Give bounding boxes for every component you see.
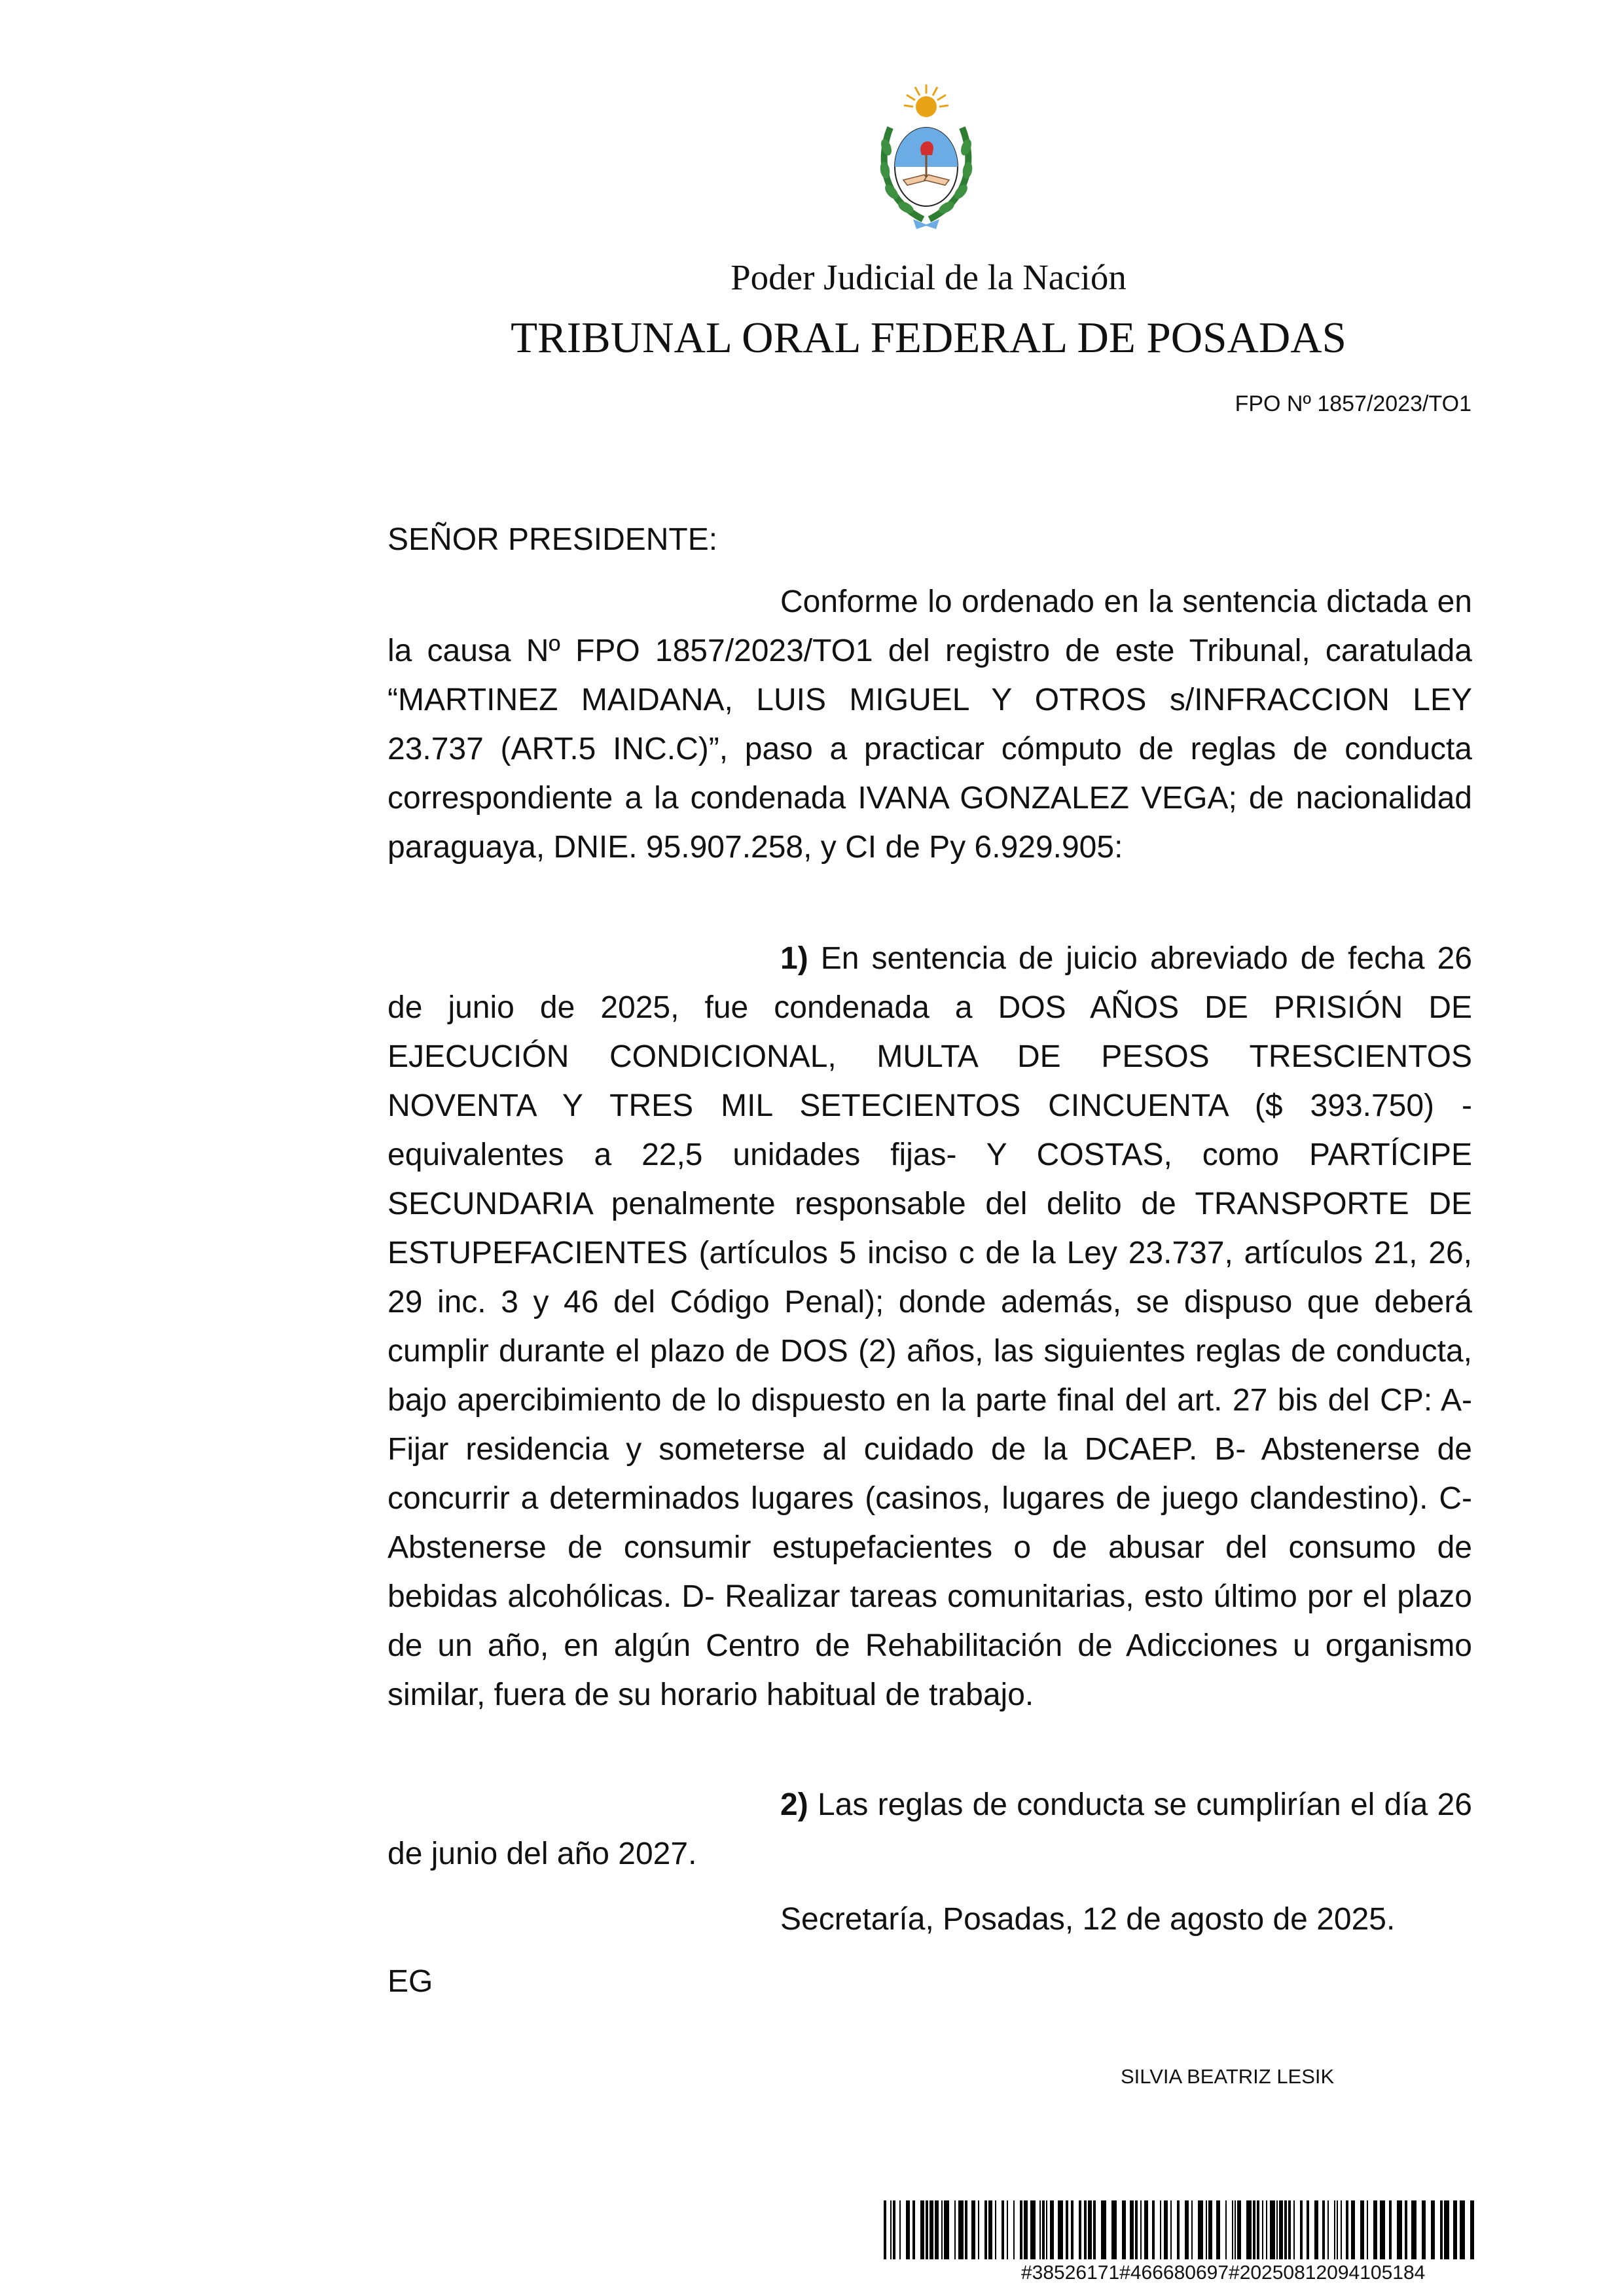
point-1-text: En sentencia de juicio abreviado de fecha 26 de junio de 2025, fue condenada a DOS AÑOS DE PRISIÓN DE EJECUCIÓN CONDICIONAL, MULTA DE PESOS TRESCIENTOS NOVENTA Y TRES MIL SETECIENTOS CINCUENTA ($ 393.750) -equivalentes a 22,5 unidades fijas- Y COSTAS, como PARTÍCIPE SECUNDARIA penalmente responsable del delito de TRANSPORTE DE ESTUPEFACIENTES (artículos 5 inciso c de la Ley 23.737, artículos 21, 26, 29 inc. 3 y 46 del Código Penal); donde además, se dispuso que deberá cumplir durante el plazo de DOS (2) años, las siguientes reglas de conducta, bajo apercibimiento de lo dispuesto en la parte final del art. 27 bis del CP: A- Fijar residencia y someterse al cuidado de la DCAEP. B- Abstenerse de concurrir a determinados lugares (casinos, lugares de juego clandestino). C- Abstenerse de consumir estupefacientes o de abusar del consumo de bebidas alcohólicas. D- Realizar tareas comunitarias, esto último por el plazo de un año, en algún Centro de Rehabilitación de Adicciones u organismo similar, fuera de su horario habitual de trabajo. [388, 941, 1472, 1712]
salutation: SEÑOR PRESIDENTE: [388, 522, 718, 557]
place-and-date: Secretaría, Posadas, 12 de agosto de 2025. [780, 1902, 1396, 1937]
coat-of-arms-icon [877, 82, 975, 234]
point-1-paragraph [388, 934, 1472, 1719]
barcode-number: #38526171#466680697#20250812094105184 [1021, 2262, 1426, 2284]
tribunal-name: TRIBUNAL ORAL FEDERAL DE POSADAS [511, 314, 1346, 362]
point-2-number: 2) [780, 1787, 808, 1822]
point-2-paragraph [388, 1780, 1472, 1878]
barcode-icon [884, 2200, 1477, 2259]
signer-name: SILVIA BEATRIZ LESIK [1121, 2065, 1335, 2088]
initials: EG [388, 1964, 433, 1999]
intro-paragraph: Conforme lo ordenado en la sentencia dictada en la causa Nº FPO 1857/2023/TO1 del registro de este Tribunal, caratulada “MARTINEZ MAIDANA, LUIS MIGUEL Y OTROS s/INFRACCION LEY 23.737 (ART.5 INC.C)”, paso a practicar cómputo de reglas de conducta correspondiente a la condenada IVANA GONZALEZ VEGA; de nacionalidad paraguaya, DNIE. 95.907.258, y CI de Py 6.929.905: [388, 584, 1472, 865]
case-reference: FPO Nº 1857/2023/TO1 [1235, 391, 1471, 416]
institution-name: Poder Judicial de la Nación [731, 257, 1127, 297]
point-2-text: Las reglas de conducta se cumplirían el día 26 de junio del año 2027. [388, 1787, 1472, 1871]
point-1-number: 1) [780, 941, 808, 976]
